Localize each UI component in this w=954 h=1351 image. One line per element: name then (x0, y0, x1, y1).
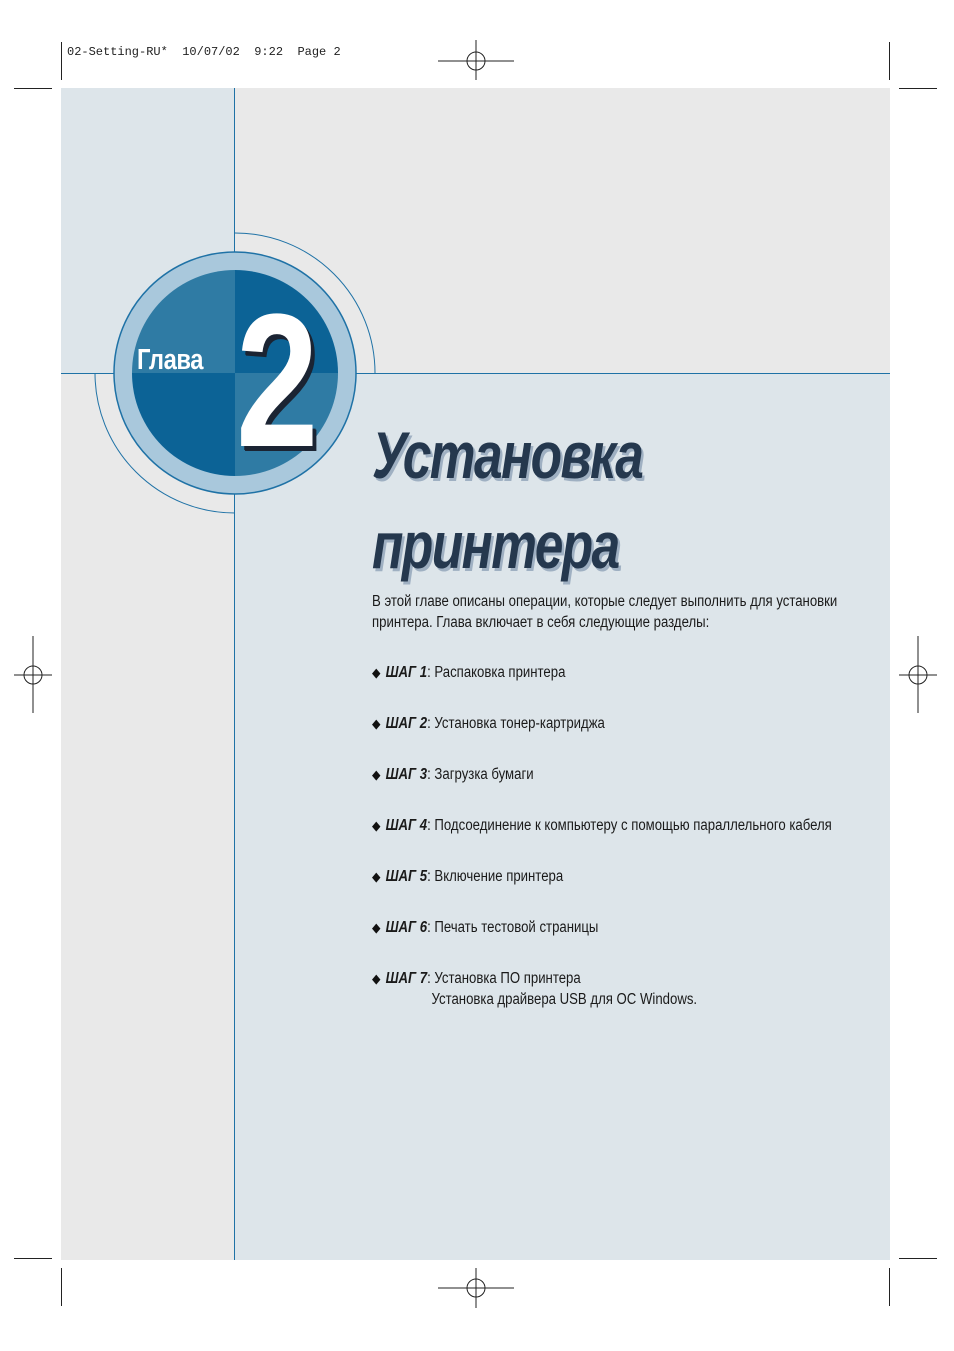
chapter-title (372, 410, 642, 590)
list-item (372, 866, 882, 917)
chapter-label: Глава (137, 344, 204, 376)
step-tag: ШАГ 5 (385, 868, 428, 885)
title-line-1: Установка (372, 418, 643, 492)
step-text: Печать тестовой страницы (434, 919, 599, 936)
diamond-bullet-icon: ◆ (372, 818, 381, 833)
chapter-number: 2 (236, 275, 319, 487)
step-tag: ШАГ 6 (385, 919, 428, 936)
list-item (372, 968, 882, 1019)
step-text: Загрузка бумаги (434, 766, 534, 783)
list-item (372, 764, 882, 815)
step-separator: : (427, 817, 435, 834)
step-subtext: Установка драйвера USB для ОС Windows. (431, 991, 698, 1008)
intro-paragraph: В этой главе описаны операции, которые следует выполнить для установки принтера. Глава включает в себя следующие разделы: (372, 593, 838, 631)
step-tag: ШАГ 2 (385, 715, 428, 732)
step-tag: ШАГ 4 (385, 817, 428, 834)
step-separator: : (427, 715, 435, 732)
steps-list (372, 662, 882, 1019)
diamond-bullet-icon: ◆ (372, 869, 381, 884)
print-slug-line: 02-Setting-RU* 10/07/02 9:22 Page 2 (67, 45, 341, 59)
diamond-bullet-icon: ◆ (372, 716, 381, 731)
step-separator: : (427, 664, 435, 681)
diamond-bullet-icon: ◆ (372, 920, 381, 935)
diamond-bullet-icon: ◆ (372, 971, 381, 986)
step-separator: : (427, 970, 435, 987)
title-line-2: принтера (372, 508, 619, 582)
list-item (372, 713, 882, 764)
diamond-bullet-icon: ◆ (372, 665, 381, 680)
step-text: Установка ПО принтера (434, 970, 581, 987)
step-text: Распаковка принтера (434, 664, 566, 681)
step-separator: : (427, 766, 435, 783)
step-tag: ШАГ 1 (385, 664, 428, 681)
list-item (372, 662, 882, 713)
list-item (372, 815, 882, 866)
step-tag: ШАГ 7 (385, 970, 428, 987)
step-tag: ШАГ 3 (385, 766, 428, 783)
step-text: Включение принтера (434, 868, 564, 885)
step-text: Установка тонер-картриджа (434, 715, 605, 732)
diamond-bullet-icon: ◆ (372, 767, 381, 782)
step-text: Подсоединение к компьютеру с помощью параллельного кабеля (434, 817, 832, 834)
list-item (372, 917, 882, 968)
step-separator: : (427, 919, 435, 936)
step-separator: : (427, 868, 435, 885)
